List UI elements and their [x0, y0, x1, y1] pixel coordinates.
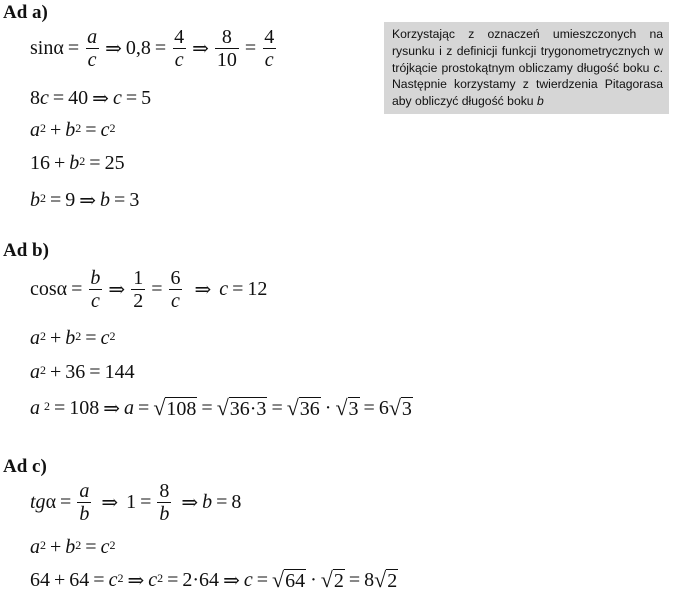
- note-var-c: c: [653, 60, 660, 75]
- equation-b2: a $^2$ + b $^2$ = c $^2$: [30, 327, 116, 349]
- equation-b3: a $^2$ + 36 = 144: [30, 361, 135, 383]
- equation-b1: cosα = $\frac{b}{c}$ ⇒ $\frac{1}{2}$ = $\frac{6}{c}$ ⇒ c = 12: [30, 267, 268, 312]
- section-heading-a: Ad a): [3, 2, 48, 23]
- equation-b4: a $^2$ = 108 ⇒ a = √ 108 = √ 36·3 = √ 36 · √ 3 = 6 √ 3: [30, 395, 412, 420]
- equation-a5: b $^2$ = 9 ⇒ b = 3: [30, 189, 140, 212]
- explanation-note: [384, 22, 669, 114]
- note-text-1: Korzystając z oznaczeń umieszczonych na rysunku i z definicji funkcji trygonometrycznych w trójkącie prostokątnym obliczamy długość boku: [392, 27, 663, 75]
- equation-a1: sinα = $\frac{a}{c}$ ⇒ 0,8 = $\frac{4}{c}$ ⇒ $\frac{8}{10}$ = $\frac{4}{c}$: [30, 26, 275, 71]
- equation-a2: 8 c = 40 ⇒ c = 5: [30, 87, 152, 110]
- note-text-2: . Następnie korzystamy z twierdzenia Pitagorasa aby obliczyć długość boku: [392, 60, 663, 109]
- equation-a4: 16 + b $^2$ = 25: [30, 152, 125, 174]
- equation-c1: tg α = $\frac{a}{b}$ ⇒ 1 = $\frac{8}{b}$ ⇒ b = 8: [30, 480, 242, 525]
- equation-a3: a $^2$ + b $^2$ = c $^2$: [30, 119, 116, 141]
- section-heading-b: Ad b): [3, 240, 49, 261]
- section-heading-c: Ad c): [3, 456, 47, 477]
- equation-c2: a $^2$ + b $^2$ = c $^2$: [30, 536, 116, 558]
- equation-c3: 64 + 64 = c $^2$ ⇒ c $^2$ = 2·64 ⇒ c = √ 64 · √ 2 = 8 √ 2: [30, 567, 398, 592]
- note-var-b: b: [536, 94, 544, 109]
